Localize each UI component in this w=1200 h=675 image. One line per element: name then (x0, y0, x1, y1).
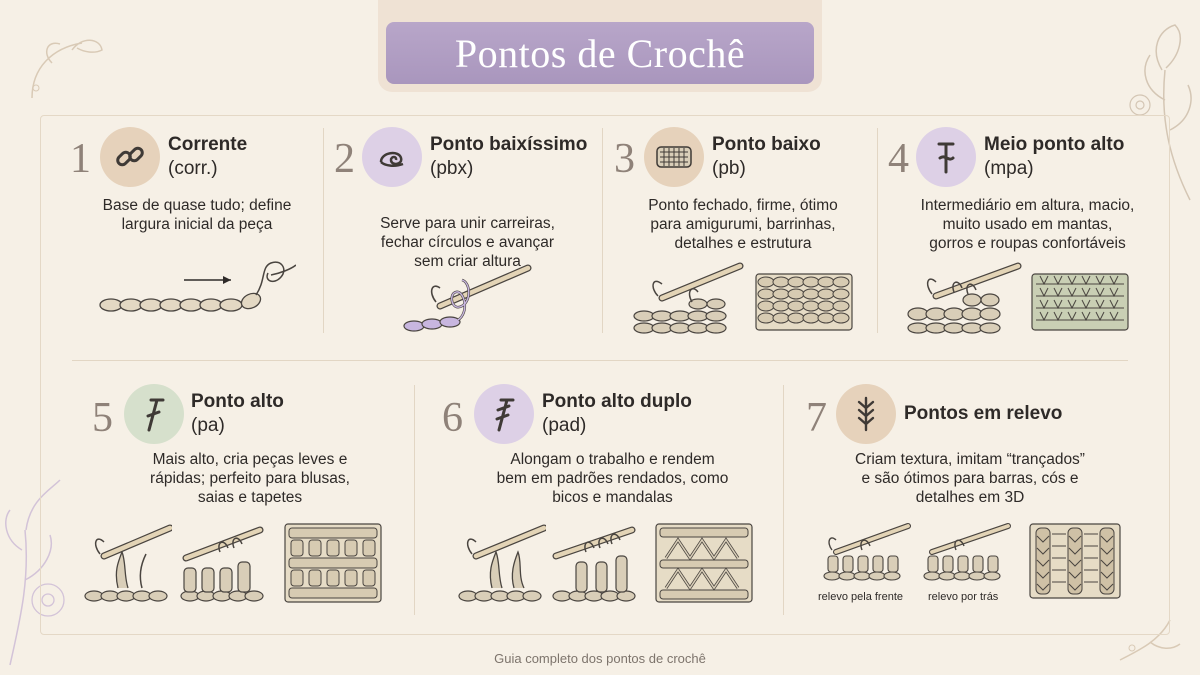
title-banner (386, 22, 814, 84)
stitch-number: 1 (70, 136, 91, 182)
stitch-name: Ponto alto (191, 391, 284, 412)
stitch-number: 7 (806, 395, 827, 441)
divider (602, 128, 603, 333)
page-title: Pontos de Crochê (454, 30, 746, 76)
stitch-description: Serve para unir carreiras, fechar círculos e avançar sem criar altura (380, 215, 555, 270)
footer-caption: Guia completo dos pontos de crochê (494, 651, 706, 666)
braid-icon (836, 384, 896, 444)
stitch-description: Mais alto, cria peças leves e rápidas; perfeito para blusas, saias e tapetes (150, 451, 350, 506)
stitch-abbreviation: (mpa) (984, 158, 1034, 179)
chain-link-icon (100, 127, 160, 187)
treble-crochet-hook-illustration-2 (552, 522, 640, 604)
slip-stitch-illustration (400, 262, 540, 334)
front-post-illustration (822, 522, 912, 584)
post-stitch-swatch (1028, 522, 1122, 600)
stitch-abbreviation: (pb) (712, 158, 746, 179)
stitch-number: 5 (92, 395, 113, 441)
floral-ornament-top-left (22, 28, 112, 108)
double-crochet-swatch (283, 522, 383, 604)
double-crochet-icon (124, 384, 184, 444)
stitch-description: Criam textura, imitam “trançados” e são ótimos para barras, cós e detalhes em 3D (855, 451, 1085, 506)
stitch-name: Ponto baixíssimo (430, 134, 588, 155)
double-crochet-hook-illustration (84, 522, 172, 604)
back-post-illustration (922, 522, 1012, 584)
stitch-abbreviation: (pbx) (430, 158, 474, 179)
half-double-crochet-swatch (1030, 270, 1130, 334)
stitch-abbreviation: (pa) (191, 415, 225, 436)
knit-swatch-icon (644, 127, 704, 187)
stitch-number: 3 (614, 136, 635, 182)
spiral-yarn-icon (362, 127, 422, 187)
divider (323, 128, 324, 333)
treble-crochet-swatch (654, 522, 754, 604)
treble-crochet-icon (474, 384, 534, 444)
single-crochet-swatch (754, 270, 854, 334)
stitch-abbreviation: (pad) (542, 415, 587, 436)
divider (72, 360, 1128, 361)
stitch-description: Base de quase tudo; define largura inicial da peça (102, 197, 292, 233)
half-double-crochet-icon (916, 127, 976, 187)
divider (783, 385, 784, 615)
stitch-name: Ponto alto duplo (542, 391, 692, 412)
treble-crochet-hook-illustration (458, 522, 546, 604)
stitch-name: Pontos em relevo (904, 403, 1063, 424)
stitch-name: Ponto baixo (712, 134, 821, 155)
single-crochet-hook-illustration (632, 262, 744, 340)
half-double-crochet-hook-illustration (906, 262, 1022, 340)
stitch-abbreviation: (corr.) (168, 158, 218, 179)
stitch-name: Meio ponto alto (984, 134, 1125, 155)
stitch-name: Corrente (168, 134, 248, 155)
stitch-description: Ponto fechado, firme, ótimo para amigurumi, barrinhas, detalhes e estrutura (648, 197, 838, 252)
front-post-caption: relevo pela frente (818, 591, 903, 603)
stitch-number: 4 (888, 136, 909, 182)
stitch-number: 2 (334, 136, 355, 182)
double-crochet-hook-illustration-2 (180, 522, 268, 604)
stitch-number: 6 (442, 395, 463, 441)
divider (414, 385, 415, 615)
stitch-description: Intermediário em altura, macio, muito usado em mantas, gorros e roupas confortáveis (920, 197, 1135, 252)
divider (877, 128, 878, 333)
back-post-caption: relevo por trás (928, 591, 999, 603)
chain-stitch-illustration (96, 255, 296, 325)
stitch-description: Alongam o trabalho e rendem bem em padrões rendados, como bicos e mandalas (496, 451, 729, 506)
